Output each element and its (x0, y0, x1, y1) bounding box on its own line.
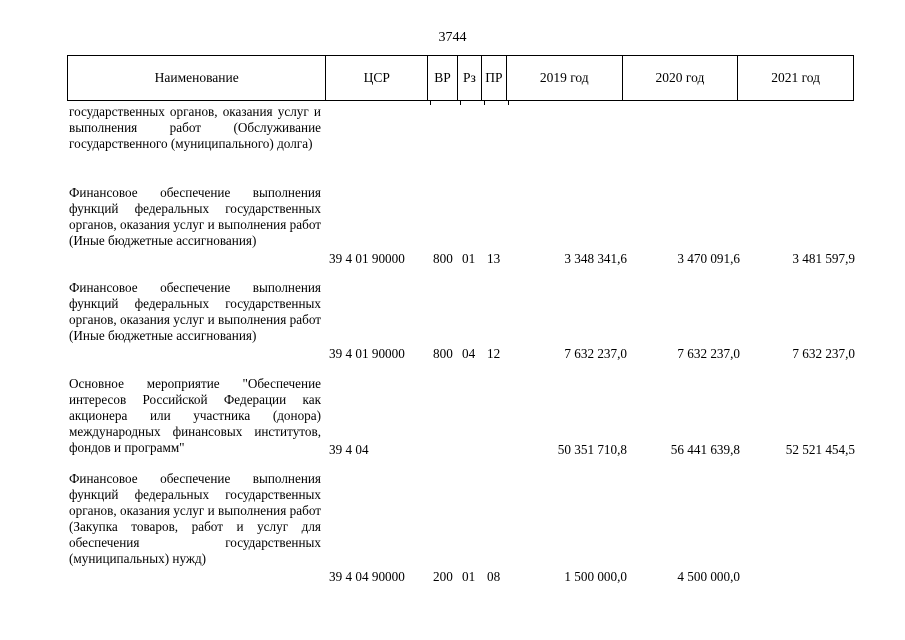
row-vr: 800 (433, 251, 453, 266)
row-2020: 4 500 000,0 (677, 569, 740, 584)
page-number: 3744 (438, 30, 467, 45)
row-2021: 3 481 597,9 (792, 251, 855, 266)
row-2019: 1 500 000,0 (564, 569, 627, 584)
header-2021: 2021 год (771, 70, 821, 85)
row-vr: 800 (433, 346, 453, 361)
row-2019: 3 348 341,6 (564, 251, 627, 266)
row-csr: 39 4 04 90000 (329, 569, 405, 584)
row-name: Основное мероприятие "Обеспечение интересов Российской Федерации как акционера или участника (донора) международных финансовых институтов, фондов и программ" (69, 376, 321, 455)
header-2020: 2020 год (623, 56, 739, 100)
row-name: государственных органов, оказания услуг и выполнения работ (Обслуживание государственного (муниципального) долга) (69, 104, 321, 151)
row-name: Финансовое обеспечение выполнения функций федеральных государственных органов, оказания услуг и выполнения работ (Иные бюджетные ассигнования) (69, 280, 321, 343)
row-rz: 04 (462, 346, 476, 361)
row-pr: 13 (487, 251, 501, 266)
row-name: Финансовое обеспечение выполнения функций федеральных государственных органов, оказания услуг и выполнения работ (Иные бюджетные ассигнования) (69, 185, 321, 248)
row-pr: 12 (487, 346, 501, 361)
row-csr: 39 4 04 (329, 442, 369, 457)
header-vr: ВР (428, 56, 458, 100)
row-rz: 01 (462, 251, 476, 266)
row-2020: 7 632 237,0 (677, 346, 740, 361)
row-vr: 200 (433, 569, 453, 584)
row-pr: 08 (487, 569, 501, 584)
header-pr: ПР (482, 56, 507, 100)
row-csr: 39 4 01 90000 (329, 346, 405, 361)
row-rz: 01 (462, 569, 476, 584)
row-2019: 7 632 237,0 (564, 346, 627, 361)
row-2020: 3 470 091,6 (677, 251, 740, 266)
row-csr: 39 4 01 90000 (329, 251, 405, 266)
row-2020: 56 441 639,8 (670, 442, 740, 457)
row-2021: 7 632 237,0 (792, 346, 855, 361)
header-name: Наименование (68, 56, 326, 100)
row-name: Финансовое обеспечение выполнения функций федеральных государственных органов, оказания услуг и выполнения работ (Закупка товаров, работ и услуг для обеспечения государственных (муниципальных) нужд) (69, 471, 321, 566)
row-2019: 50 351 710,8 (557, 442, 627, 457)
row-2021: 52 521 454,5 (785, 442, 855, 457)
header-csr: ЦСР (326, 56, 428, 100)
header-rz: Рз (458, 56, 482, 100)
header-2019: 2019 год (507, 56, 623, 100)
